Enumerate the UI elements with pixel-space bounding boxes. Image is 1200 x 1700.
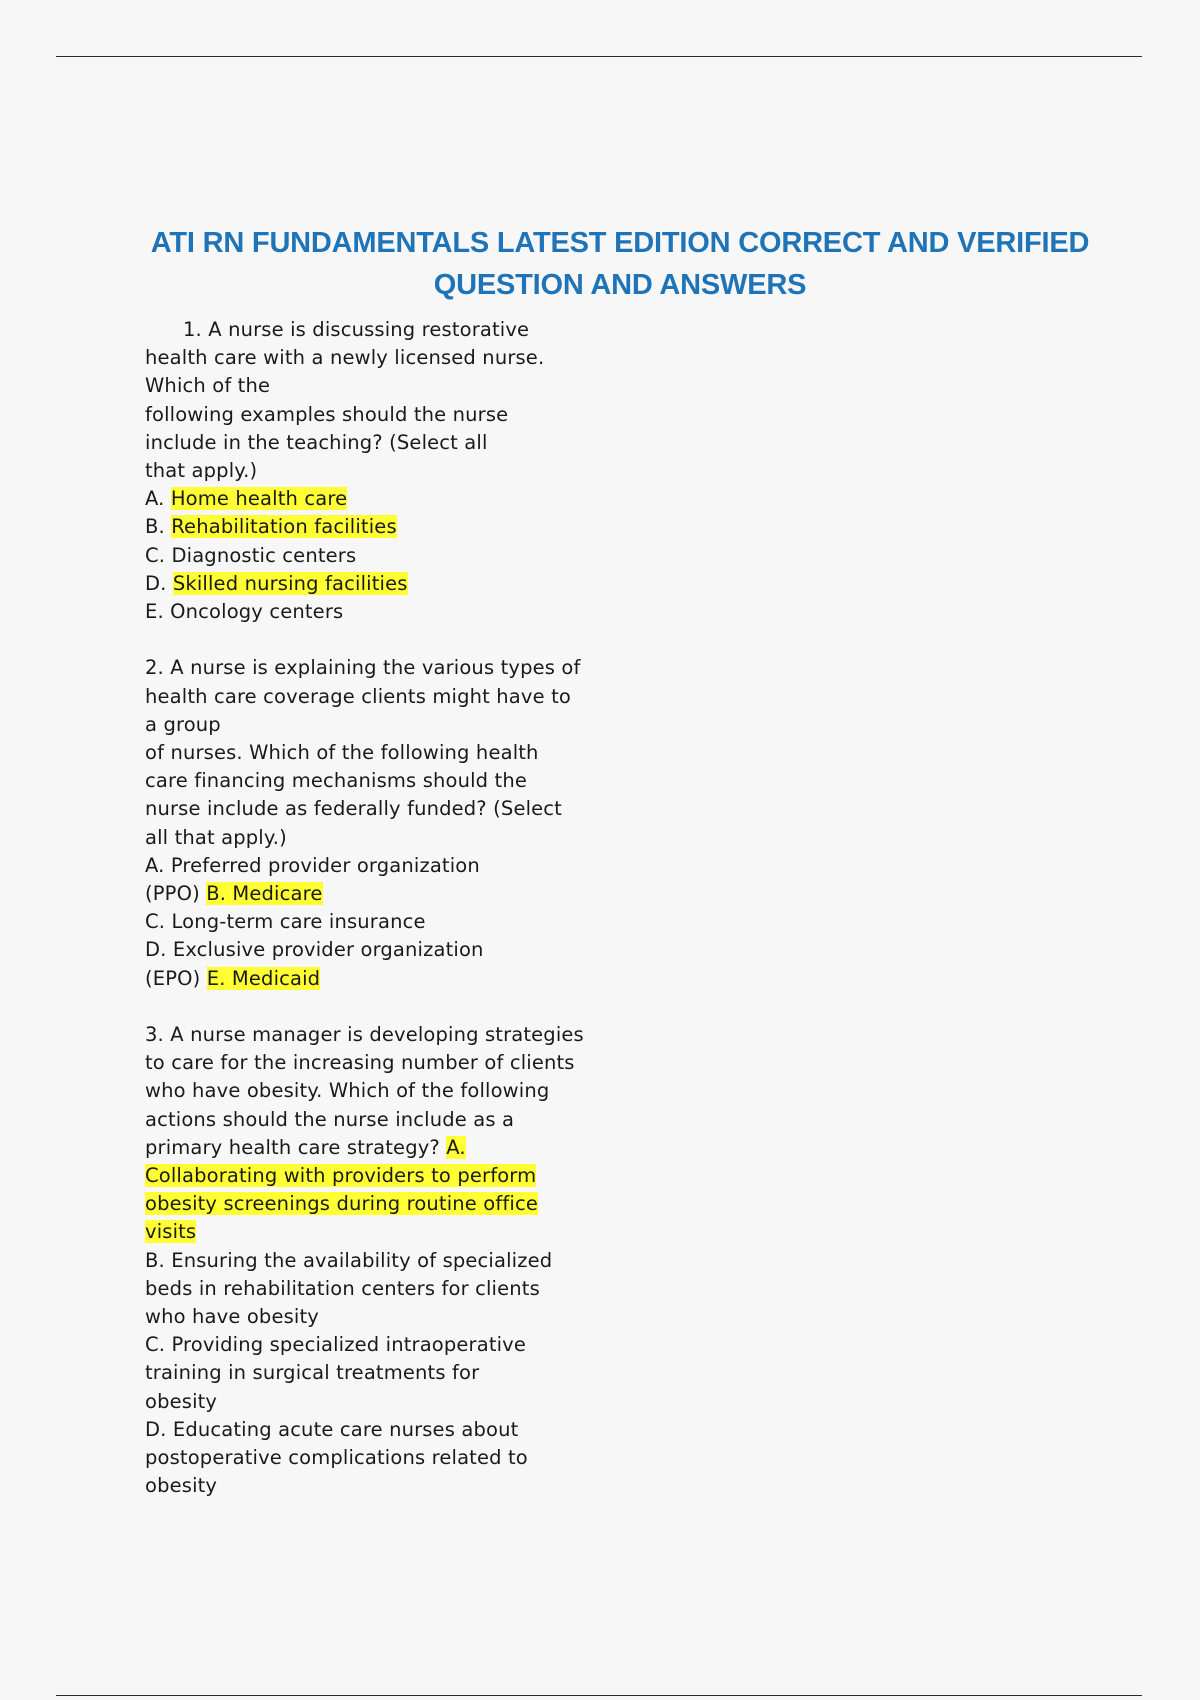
paragraph-gap	[145, 626, 665, 654]
q1-stem-line: following examples should the nurse	[145, 402, 509, 426]
q2-stem-line: nurse include as federally funded? (Select	[145, 797, 562, 821]
q2-stem-line: health care coverage clients might have to	[145, 684, 571, 708]
highlighted-answer: visits	[145, 1220, 197, 1244]
option-text: Oncology centers	[170, 600, 344, 624]
option-text: (PPO)	[145, 882, 207, 906]
q3-option-b: B. Ensuring the availability of specialized	[145, 1248, 553, 1272]
q3-option-d: postoperative complications related to	[145, 1446, 528, 1470]
question-2	[145, 654, 665, 992]
bottom-rule	[56, 1695, 1142, 1696]
option-text: Diagnostic centers	[171, 543, 357, 567]
q2-stem-line: care financing mechanisms should the	[145, 769, 527, 793]
q3-answer-line	[145, 1218, 665, 1246]
q3-option-b: beds in rehabilitation centers for clients	[145, 1276, 540, 1300]
q1-stem-line: 1. A nurse is discussing restorative	[183, 318, 530, 341]
q3-option-d: D. Educating acute care nurses about	[145, 1417, 519, 1441]
q3-answer-line	[145, 1190, 665, 1218]
option-prefix: B.	[145, 515, 172, 539]
q3-stem-line: actions should the nurse include as a	[145, 1107, 515, 1131]
q2-stem-line: all that apply.)	[145, 825, 287, 849]
q3-option-d: obesity	[145, 1474, 218, 1498]
q2-option-d: D. Exclusive provider organization	[145, 938, 484, 962]
option-prefix: E.	[145, 600, 171, 624]
q3-option-c: obesity	[145, 1389, 218, 1413]
document-title	[120, 222, 1120, 306]
q2-option-e	[145, 965, 665, 993]
highlighted-answer: E. Medicaid	[206, 966, 321, 990]
q3-stem-line: who have obesity. Which of the following	[145, 1079, 550, 1103]
q1-option-b	[145, 513, 665, 541]
paragraph-gap	[145, 993, 665, 1021]
q2-stem-line: of nurses. Which of the following health	[145, 741, 539, 765]
option-prefix: A.	[145, 487, 171, 511]
question-3	[145, 1021, 665, 1500]
q3-option-c: training in surgical treatments for	[145, 1361, 480, 1385]
q2-option-a: A. Preferred provider organization	[145, 853, 480, 877]
document-body	[145, 316, 665, 1501]
q1-option-c	[145, 542, 665, 570]
q1-stem-line: include in the teaching? (Select all	[145, 430, 488, 454]
highlighted-answer: Rehabilitation facilities	[171, 515, 397, 539]
q2-stem-line: 2. A nurse is explaining the various types of	[145, 656, 581, 680]
highlighted-answer: Home health care	[170, 487, 348, 511]
q3-option-c: C. Providing specialized intraoperative	[145, 1333, 527, 1357]
highlighted-answer: Collaborating with providers to perform	[145, 1164, 537, 1188]
highlighted-answer: Skilled nursing facilities	[172, 571, 408, 595]
q1-option-a	[145, 485, 665, 513]
q1-stem-line: that apply.)	[145, 459, 258, 483]
stem-text: primary health care strategy?	[145, 1135, 447, 1159]
option-prefix: D.	[145, 571, 173, 595]
q3-answer-line	[145, 1162, 665, 1190]
highlighted-answer: B. Medicare	[206, 882, 323, 906]
question-1	[145, 316, 665, 626]
option-text: (EPO)	[145, 966, 207, 990]
highlighted-answer: obesity screenings during routine office	[145, 1192, 539, 1216]
q2-option-c: C. Long-term care insurance	[145, 910, 426, 934]
q3-stem-line: 3. A nurse manager is developing strategies	[145, 1023, 584, 1047]
q3-stem-line	[145, 1134, 665, 1162]
q1-option-e	[145, 598, 665, 626]
highlighted-answer: A.	[446, 1135, 466, 1159]
q1-option-d	[145, 570, 665, 598]
q2-stem-line: a group	[145, 712, 221, 736]
title-line-2: QUESTION AND ANSWERS	[433, 269, 807, 301]
q3-option-b: who have obesity	[145, 1305, 319, 1329]
option-prefix: C.	[145, 543, 172, 567]
q2-option-b	[145, 880, 665, 908]
q3-stem-line: to care for the increasing number of clients	[145, 1051, 575, 1075]
q1-stem-line: health care with a newly licensed nurse.	[145, 346, 545, 370]
title-line-1: ATI RN FUNDAMENTALS LATEST EDITION CORRECT AND VERIFIED	[150, 227, 1090, 259]
q1-stem-line: Which of the	[145, 374, 271, 398]
top-rule	[56, 56, 1142, 57]
